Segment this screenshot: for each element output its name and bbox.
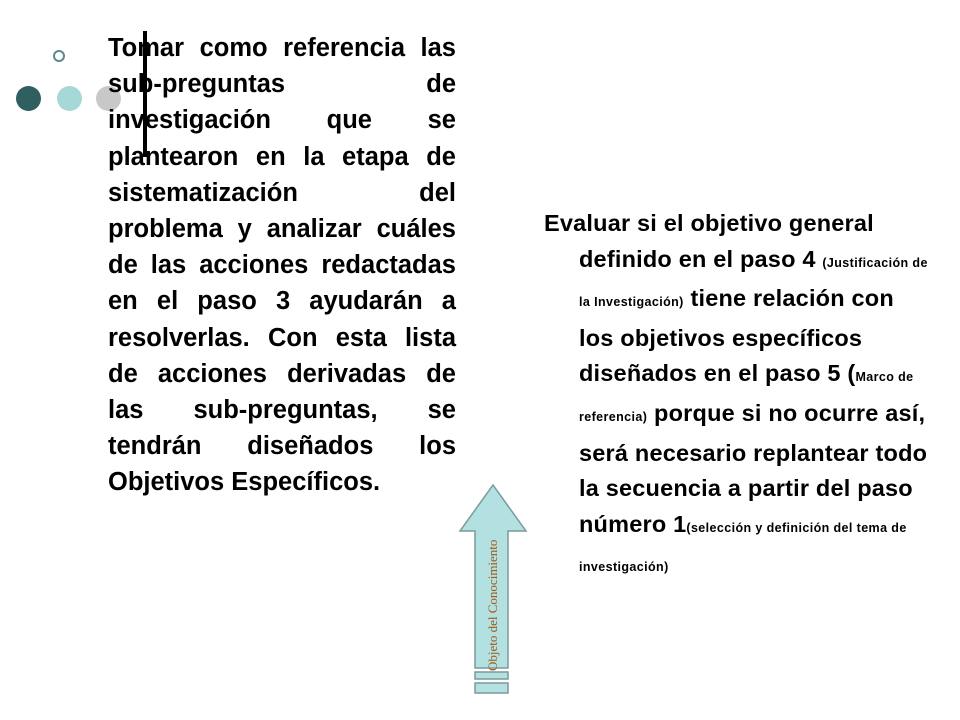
- left-paragraph: Tomar como referencia las sub-preguntas de investigación que se plantearon en la etapa de sistematización del problema y analizar cuáles de las acciones redactadas en el paso 3 ayudarán a resolverlas. Con esta lista de acciones derivadas de las sub-preguntas, se tendrán diseñados los Objetivos Específicos.: [108, 34, 456, 497]
- right-paragraph: [544, 206, 934, 586]
- up-arrow-icon: [458, 483, 528, 695]
- right-paragraph-part-2: tiene relación con los objetivos específicos diseñados en el paso 5 (: [579, 285, 894, 387]
- decorative-dot-dark: [16, 86, 41, 111]
- right-paragraph-note-2: Marco de referencia): [579, 370, 914, 424]
- decorative-dot-light: [57, 86, 82, 111]
- right-paragraph-note-3: (selección y definición del tema de investigación): [579, 520, 907, 575]
- arrow-base-segment: [475, 672, 508, 679]
- right-paragraph-part-1: Evaluar si el objetivo general definido en el paso 4: [544, 210, 874, 272]
- arrow-label: Objeto del Conocimiento: [485, 539, 500, 671]
- bullet-icon: [53, 50, 65, 62]
- right-paragraph-note-1: (Justificación de la Investigación): [579, 255, 928, 310]
- right-paragraph-part-3: porque si no ocurre así, será necesario replantear todo la secuencia a partir del paso número 1: [579, 399, 928, 537]
- arrow-base-segment: [475, 683, 508, 693]
